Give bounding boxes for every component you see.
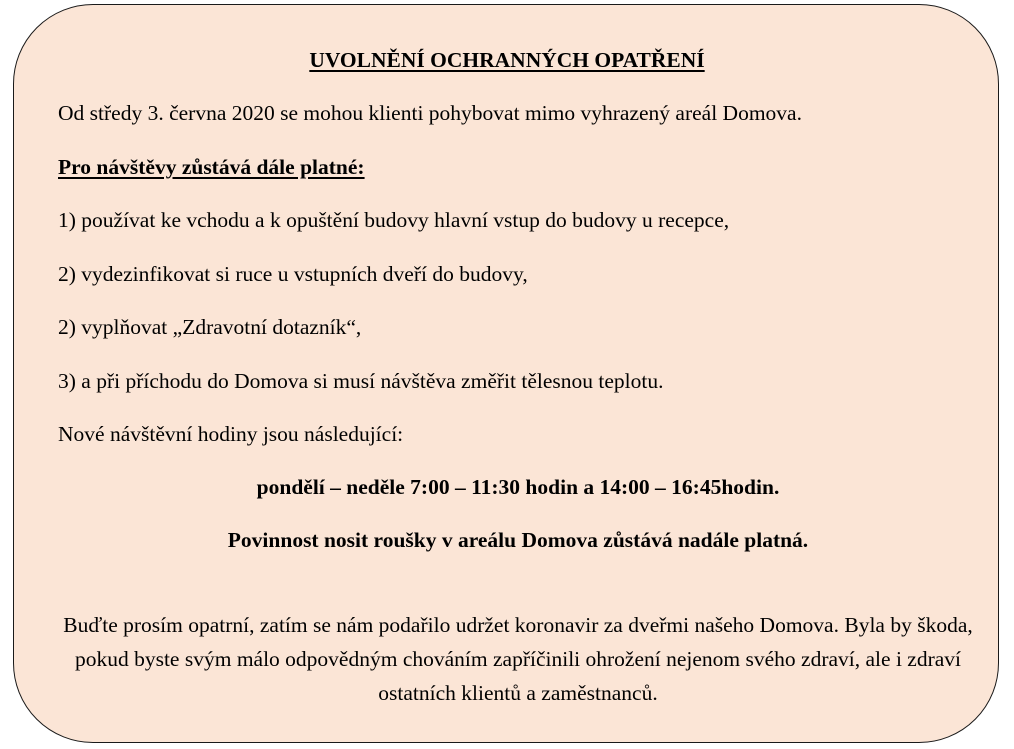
intro-text: Od středy 3. června 2020 se mohou klienti pohybovat mimo vyhrazený areál Domova. (58, 101, 802, 125)
visiting-hours: pondělí – neděle 7:00 – 11:30 hodin a 14:00 – 16:45hodin. (256, 475, 780, 499)
rule-item: 3) a při příchodu do Domova si musí návštěva změřit tělesnou teplotu. (58, 369, 664, 393)
rule-item: 1) používat ke vchodu a k opuštění budovy hlavní vstup do budovy u recepce, (58, 208, 730, 232)
rule-item: 2) vydezinfikovat si ruce u vstupních dveří do budovy, (58, 262, 528, 286)
closing-paragraph: Buďte prosím opatrní, zatím se nám podařilo udržet koronavir za dveřmi našeho Domova. Byla by škoda, pokud byste svým málo odpovědným chováním zapříčinili ohrožení nejenom svého zdraví, ale i zdraví ostatních klientů a zaměstnanců. (63, 613, 973, 705)
mask-notice: Povinnost nosit roušky v areálu Domova zůstává nadále platná. (227, 528, 809, 552)
rule-item: 2) vyplňovat „Zdravotní dotazník“, (58, 315, 362, 339)
hours-intro: Nové návštěvní hodiny jsou následující: (58, 422, 404, 446)
notice-title: UVOLNĚNÍ OCHRANNÝCH OPATŘENÍ (309, 48, 705, 72)
visits-heading: Pro návštěvy zůstává dále platné: (58, 155, 365, 179)
